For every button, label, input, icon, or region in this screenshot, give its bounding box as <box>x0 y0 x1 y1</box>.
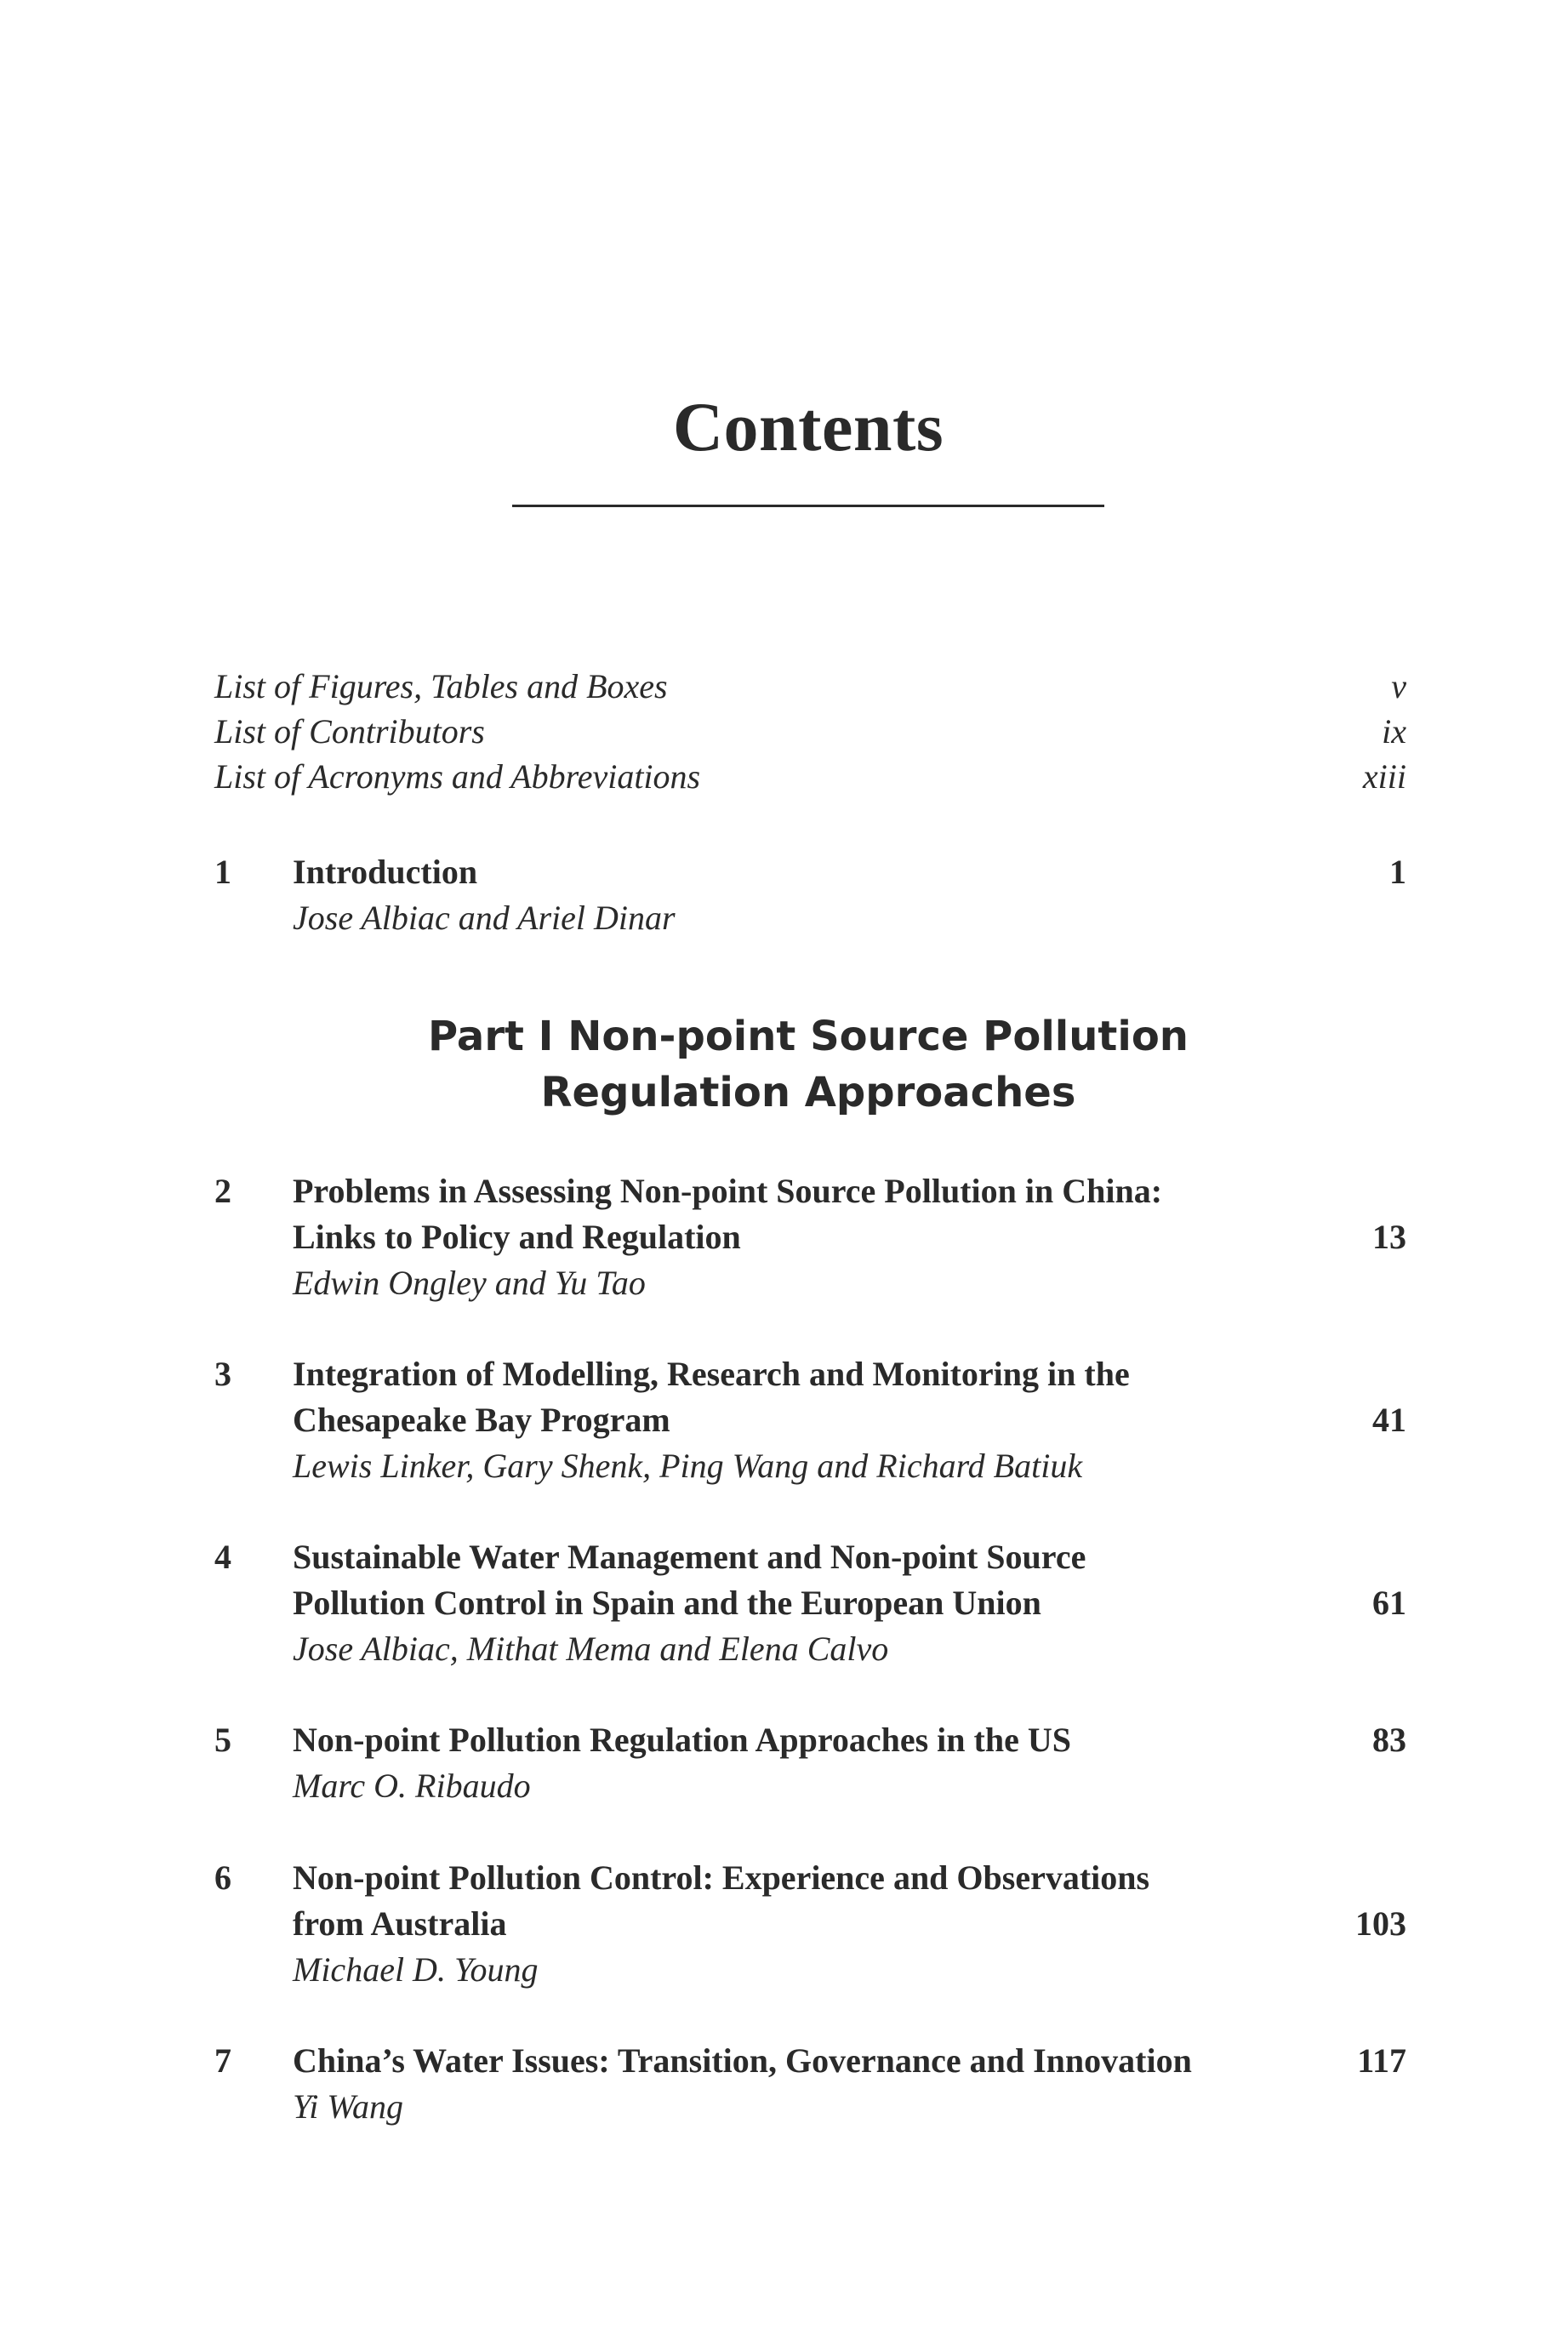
chapter-authors: Yi Wang <box>293 2087 404 2126</box>
chapter-title-line: China’s Water Issues: Transition, Governance and Innovation <box>293 2041 1192 2080</box>
chapter-title-line: Chesapeake Bay Program <box>293 1401 670 1439</box>
chapter-title: Introduction <box>293 853 478 891</box>
chapter-entry-4[interactable] <box>214 1534 1406 1672</box>
front-matter-item[interactable] <box>214 756 1406 801</box>
chapter-title-line: Non-point Pollution Control: Experience and Observations <box>293 1858 1150 1897</box>
front-matter-page: ix <box>1382 712 1406 751</box>
chapter-number: 4 <box>214 1538 231 1576</box>
chapter-entry-2[interactable] <box>214 1168 1406 1306</box>
chapter-page: 83 <box>1372 1721 1406 1759</box>
chapter-authors: Jose Albiac, Mithat Mema and Elena Calvo <box>293 1630 889 1668</box>
chapter-page: 13 <box>1372 1218 1406 1256</box>
part-heading-line: Regulation Approaches <box>540 1069 1076 1116</box>
front-matter-page: xiii <box>1362 757 1406 796</box>
title-rule <box>512 505 1104 507</box>
chapter-page: 117 <box>1357 2041 1406 2080</box>
chapter-number: 5 <box>214 1721 231 1759</box>
front-matter-label: List of Figures, Tables and Boxes <box>214 667 668 705</box>
front-matter-label: List of Acronyms and Abbreviations <box>214 757 701 796</box>
chapter-authors: Marc O. Ribaudo <box>293 1767 531 1805</box>
chapter-entry-3[interactable] <box>214 1351 1406 1489</box>
chapter-number: 7 <box>214 2041 231 2080</box>
chapter-title-line: from Australia <box>293 1904 507 1943</box>
chapter-title-line: Pollution Control in Spain and the European Union <box>293 1584 1041 1622</box>
chapter-title-line: Sustainable Water Management and Non-point Source <box>293 1538 1086 1576</box>
chapter-page: 103 <box>1355 1904 1406 1943</box>
chapter-number: 1 <box>214 853 231 891</box>
front-matter-item[interactable] <box>214 711 1406 756</box>
page-title: Contents <box>672 388 944 465</box>
chapter-title-line: Links to Policy and Regulation <box>293 1218 741 1256</box>
chapter-page: 41 <box>1372 1401 1406 1439</box>
part-heading-line: Part I Non-point Source Pollution <box>428 1013 1189 1060</box>
chapter-number: 3 <box>214 1355 231 1393</box>
chapter-authors: Lewis Linker, Gary Shenk, Ping Wang and Richard Batiuk <box>293 1447 1083 1485</box>
chapter-page: 1 <box>1389 853 1406 891</box>
chapter-entry-1[interactable] <box>214 849 1406 941</box>
chapter-entry-7[interactable] <box>214 2038 1406 2130</box>
chapter-page: 61 <box>1372 1584 1406 1622</box>
chapter-authors: Jose Albiac and Ariel Dinar <box>293 899 676 937</box>
part-heading <box>0 1008 1568 1121</box>
chapter-number: 6 <box>214 1858 231 1897</box>
front-matter-page: v <box>1391 667 1406 705</box>
chapter-entry-6[interactable] <box>214 1855 1406 1993</box>
chapter-title-line: Non-point Pollution Regulation Approaches in the US <box>293 1721 1071 1759</box>
chapter-authors: Edwin Ongley and Yu Tao <box>293 1264 646 1302</box>
front-matter-item[interactable] <box>214 666 1406 711</box>
front-matter-label: List of Contributors <box>214 712 485 751</box>
chapter-title-line: Problems in Assessing Non-point Source Pollution in China: <box>293 1172 1163 1210</box>
chapter-title-line: Integration of Modelling, Research and Monitoring in the <box>293 1355 1130 1393</box>
chapter-entry-5[interactable] <box>214 1717 1406 1809</box>
chapter-number: 2 <box>214 1172 231 1210</box>
chapter-authors: Michael D. Young <box>293 1950 539 1989</box>
